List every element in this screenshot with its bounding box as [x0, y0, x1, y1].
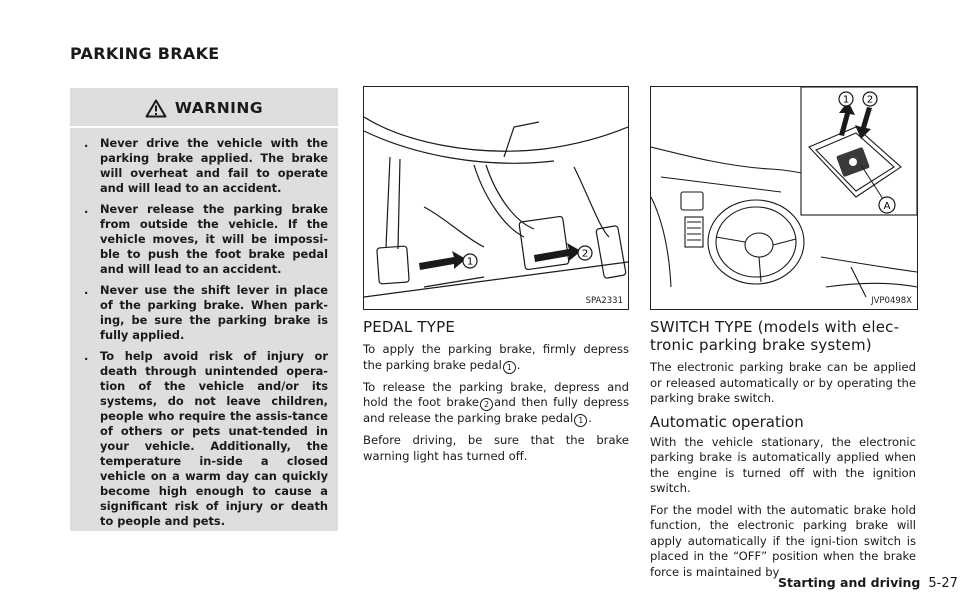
page-footer [778, 575, 958, 591]
page-number: 5-27 [928, 576, 958, 591]
switch-callout-a: A [883, 201, 891, 212]
switch-type-paragraph: The electronic parking brake can be applied or released automatically or by operating the parking brake switch. [650, 360, 916, 405]
switch-figure [650, 86, 918, 310]
pedal-type-paragraph: Before driving, be sure that the brake warning light has turned off. [363, 433, 629, 463]
warning-item: . To help avoid risk of injury or death through unintended opera-tion of the vehicle and/or its systems, do not leave children, people who require the assis-tance of others or pets unat-tended in your vehicle. Additionally, the temperature in-side a closed vehicle on a warm day can quickly become high enough to cause a significant risk of injury or death to people and pets. [84, 349, 328, 528]
warning-header [70, 88, 338, 128]
pedal-type-paragraph: To apply the parking brake, firmly depress the parking brake pedal 1 . [363, 342, 629, 372]
automatic-operation-heading: Automatic operation [650, 412, 804, 431]
pedal-ref-1: 1 [503, 361, 516, 374]
warning-box [70, 88, 338, 531]
switch-illustration [651, 87, 917, 309]
switch-callout-1: 1 [842, 94, 850, 106]
pedal-type-heading: PEDAL TYPE [363, 318, 456, 336]
pedal-illustration [364, 87, 628, 309]
warning-item: . Never release the parking brake from outside the vehicle. If the vehicle moves, it will be impossi-ble to push the foot brake pedal and will lead to an accident. [84, 202, 328, 276]
switch-type-heading: SWITCH TYPE (models with elec- tronic parking brake system) [650, 318, 900, 354]
switch-callout-2: 2 [866, 94, 874, 106]
pedal-type-paragraph: To release the parking brake, depress and hold the foot brake 2 and then fully depress and release the parking brake pedal 1 . [363, 379, 629, 425]
pedal-figure [363, 86, 629, 310]
switch-type-paragraph: For the model with the automatic brake hold function, the electronic parking brake will apply automatically if the igni-tion switch is placed in the “OFF” position when the brake force is maintained by [650, 502, 916, 579]
warning-triangle-icon [145, 99, 167, 118]
pedal-ref-1: 1 [574, 414, 587, 427]
warning-list [84, 136, 328, 535]
pedal-figure-code: SPA2331 [585, 296, 623, 306]
warning-divider [70, 126, 338, 128]
pedal-type-section [363, 318, 629, 464]
pedal-callout-2: 2 [581, 248, 589, 260]
switch-figure-code: JVP0498X [871, 296, 912, 306]
footer-section-name: Starting and driving [778, 575, 921, 590]
switch-type-section [650, 318, 916, 580]
warning-item: . Never drive the vehicle with the parking brake applied. The brake will overheat and fail to operate and will lead to an accident. [84, 136, 328, 195]
warning-title: WARNING [174, 99, 264, 117]
section-title: PARKING BRAKE [70, 44, 220, 63]
pedal-callout-1: 1 [466, 256, 474, 268]
warning-item: . Never use the shift lever in place of the parking brake. When park-ing, be sure the parking brake is fully applied. [84, 283, 328, 342]
pedal-ref-2: 2 [480, 398, 493, 411]
switch-type-paragraph: With the vehicle stationary, the electronic parking brake is automatically applied when the engine is turned off with the ignition switch. [650, 434, 916, 495]
